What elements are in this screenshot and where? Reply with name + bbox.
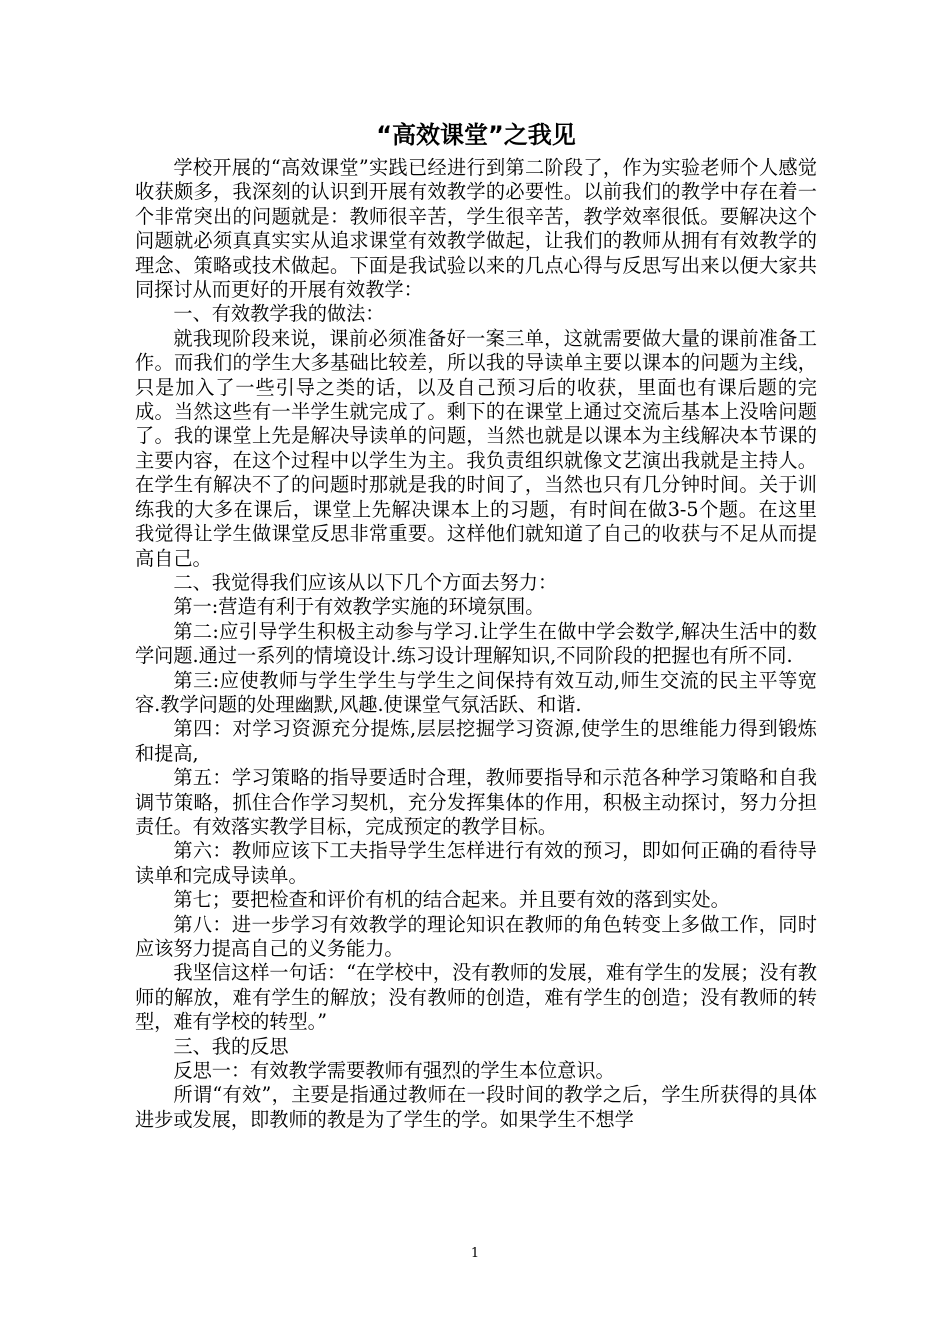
document-page bbox=[135, 118, 817, 1132]
list-item-7: 第七；要把检查和评价有机的结合起来。并且要有效的落到实处。 bbox=[173, 888, 730, 912]
paragraph-quote: 我坚信这样一句话：“在学校中，没有教师的发展，难有学生的发展；没有教师的解放，难有学生的解放；没有教师的创造，难有学生的创造；没有教师的转型，难有学校的转型。” bbox=[135, 961, 817, 1034]
paragraph-practice: 就我现阶段来说，课前必须准备好一案三单，这就需要做大量的课前准备工作。而我们的学生大多基础比较差，所以我的导读单主要以课本的问题为主线，只是加入了一些引导之类的话，以及自己预习后的收获，里面也有课后题的完成。当然这些有一半学生就完成了。剩下的在课堂上通过交流后基本上没啥问题了。我的课堂上先是解决导读单的问题，当然也就是以课本为主线解决本节课的主要内容，在这个过程中以学生为主。我负责组织就像文艺演出我就是主持人。在学生有解决不了的问题时那就是我的时间了，当然也只有几分钟时间。关于训练我的大多在课后，课堂上先解决课本上的习题，有时间在做3-5个题。在这里我觉得让学生做课堂反思非常重要。这样他们就知道了自己的收获与不足从而提高自己。 bbox=[135, 326, 817, 570]
list-item-6: 第六：教师应该下工夫指导学生怎样进行有效的预习，即如何正确的看待导读单和完成导读单。 bbox=[135, 839, 817, 887]
list-item-5: 第五：学习策略的指导要适时合理，教师要指导和示范各种学习策略和自我调节策略，抓住合作学习契机，充分发挥集体的作用，积极主动探讨，努力分担责任。有效落实教学目标，完成预定的教学目标。 bbox=[135, 766, 817, 838]
document-title: “高效课堂”之我见 bbox=[376, 121, 576, 149]
list-item-1: 第一:营造有利于有效教学实施的环境氛围。 bbox=[173, 595, 545, 619]
list-item-3: 第三:应使教师与学生学生与学生之间保持有效互动,师生交流的民主平等宽容.教学问题的处理幽默,风趣.使课堂气氛活跃、和谐. bbox=[135, 668, 817, 716]
section-heading-2: 二、我觉得我们应该从以下几个方面去努力： bbox=[173, 570, 558, 594]
paragraph-reflection: 所谓“有效”，主要是指通过教师在一段时间的教学之后，学生所获得的具体进步或发展，即教师的教是为了学生的学。如果学生不想学 bbox=[135, 1083, 817, 1131]
list-item-8: 第八：进一步学习有效教学的理论知识在教师的角色转变上多做工作，同时应该努力提高自己的义务能力。 bbox=[135, 912, 817, 960]
paragraph-intro: 学校开展的“高效课堂”实践已经进行到第二阶段了，作为实验老师个人感觉收获颇多，我深刻的认识到开展有效教学的必要性。以前我们的教学中存在着一个非常突出的问题就是：教师很辛苦，学生很辛苦，教学效率很低。要解决这个问题就必须真真实实从追求课堂有效教学做起，让我们的教师从拥有有效教学的理念、策略或技术做起。下面是我试验以来的几点心得与反思写出来以便大家共同探讨从而更好的开展有效教学： bbox=[135, 156, 817, 302]
document-body bbox=[135, 156, 817, 1132]
list-item-2: 第二:应引导学生积极主动参与学习.让学生在做中学会数学,解决生活中的数学问题.通过一系列的情境设计.练习设计理解知识,不同阶段的把握也有所不同. bbox=[135, 619, 817, 668]
list-item-4: 第四：对学习资源充分提炼,层层挖掘学习资源,使学生的思维能力得到锻炼和提高, bbox=[135, 717, 817, 765]
page-number: 1 bbox=[470, 1246, 480, 1261]
reflection-heading-1: 反思一：有效教学需要教师有强烈的学生本位意识。 bbox=[173, 1059, 615, 1083]
section-heading-3: 三、我的反思 bbox=[173, 1034, 289, 1058]
section-heading-1: 一、有效教学我的做法： bbox=[173, 302, 385, 326]
